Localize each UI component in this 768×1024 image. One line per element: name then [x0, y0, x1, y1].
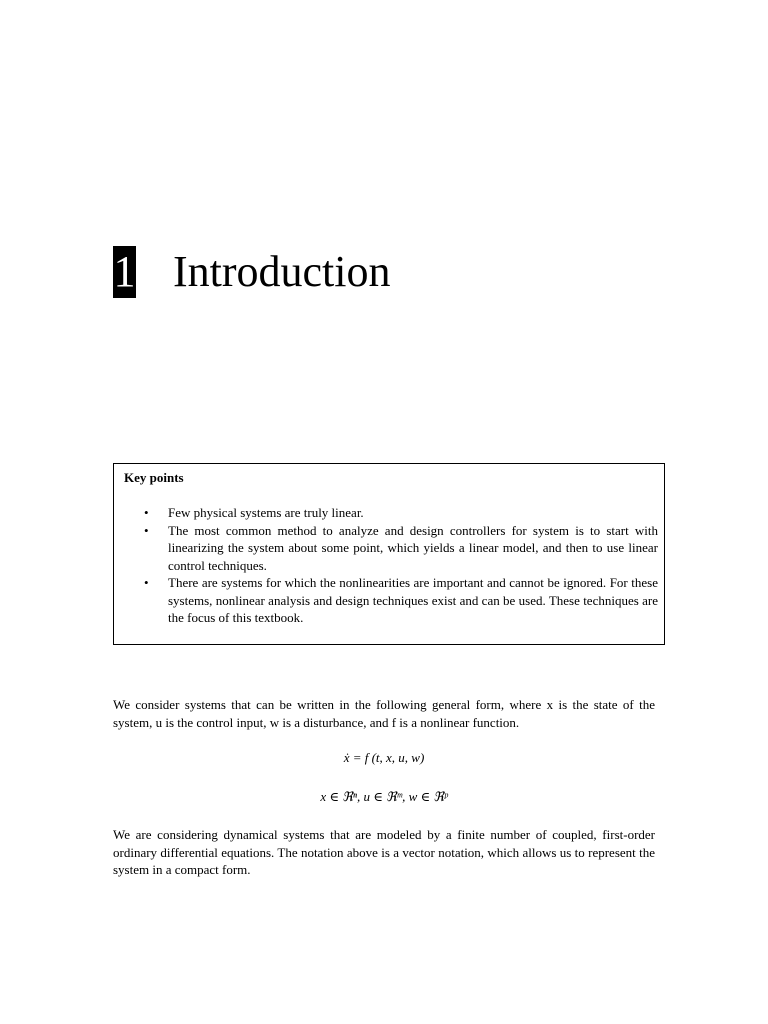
key-points-list: [136, 504, 658, 627]
key-point-text: There are systems for which the nonlinearities are important and cannot be ignored. For these systems, nonlinear analysis and design techniques exist and can be used. These techniques are the focus of this textbook.: [168, 575, 658, 625]
domain-equation: x ∈ ℜⁿ, u ∈ ℜᵐ, w ∈ ℜᵖ: [320, 789, 448, 804]
state-equation: ẋ = f (t, x, u, w): [343, 750, 425, 765]
key-point-item: [136, 574, 658, 627]
chapter-title: Introduction: [173, 247, 391, 296]
chapter-number: 1: [113, 247, 136, 296]
bullet-icon: •: [144, 505, 149, 520]
body-paragraph: We consider systems that can be written in the following general form, where x is the state of the system, u is the control input, w is a disturbance, and f is a nonlinear function.: [113, 697, 655, 730]
key-point-item: [136, 504, 658, 522]
key-point-text: The most common method to analyze and design controllers for system is to start with linearizing the system about some point, which yields a linear model, and then to use linear control techniques.: [168, 522, 658, 573]
bullet-icon: •: [144, 575, 149, 590]
key-points-box: [113, 463, 665, 645]
chapter-heading: [113, 246, 391, 298]
key-point-item: [136, 522, 658, 575]
body-paragraph: We are considering dynamical systems that are modeled by a finite number of coupled, first-order ordinary differential equations. The notation above is a vector notation, which allows us to represent the system in a compact form.: [113, 827, 655, 877]
bullet-icon: •: [144, 522, 149, 538]
key-point-text: Few physical systems are truly linear.: [168, 505, 364, 520]
key-points-heading: Key points: [124, 470, 184, 485]
